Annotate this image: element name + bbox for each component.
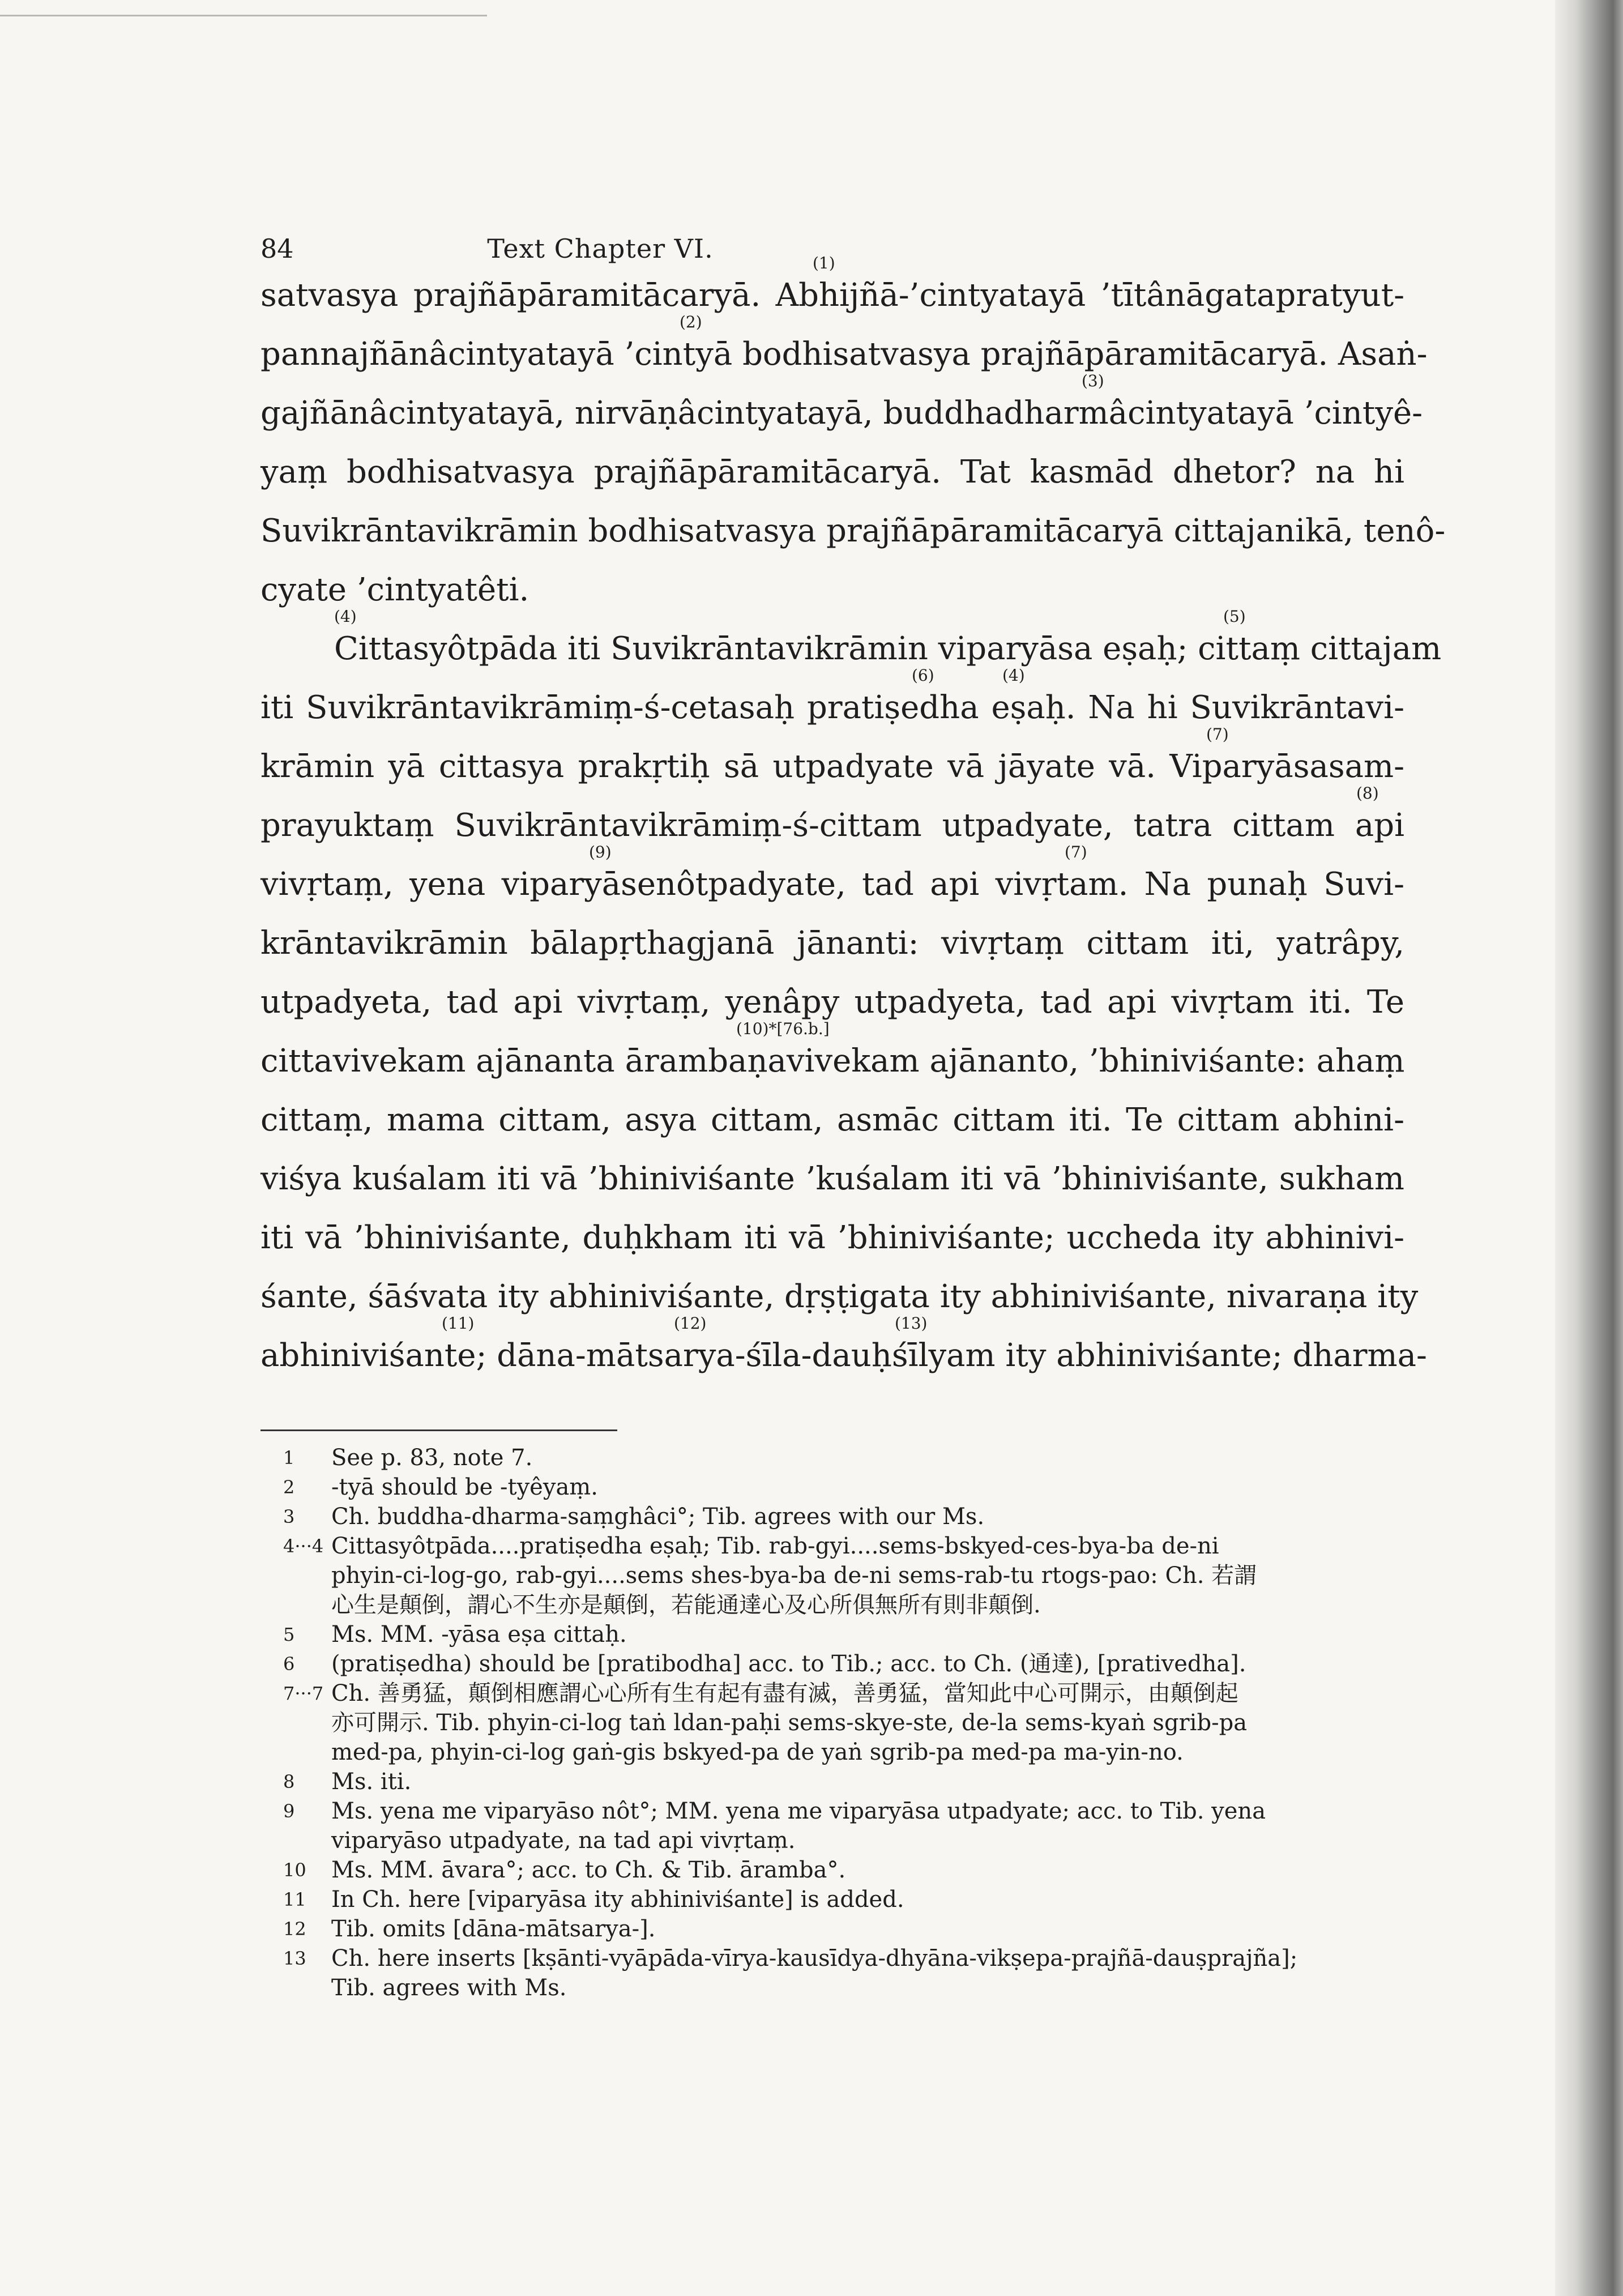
footnote-marker: (4): [1002, 666, 1025, 685]
footnote-number: 13: [283, 1948, 306, 1969]
footnote-line: Ms. MM. -yāsa eṣa cittaḥ.: [331, 1621, 627, 1648]
footnote-8: [283, 1767, 1410, 1796]
text-line: iti vā ’bhiniviśante, duḥkham iti vā ’bhiniviśante; uccheda ity abhinivi-: [260, 1219, 1404, 1256]
footnote-marker: (9): [589, 843, 612, 861]
footnote-marker: (7): [1206, 725, 1229, 744]
footnote-11: [283, 1885, 1410, 1914]
footnote-number: 10: [283, 1859, 306, 1881]
text-line: utpadyeta, tad api vivṛtaṃ, yenâpy utpadyeta, tad api vivṛtam iti. Te: [260, 984, 1404, 1021]
text-line: prayuktaṃ Suvikrāntavikrāmiṃ-ś-cittam utpadyate, tatra cittam api (8): [260, 784, 1404, 844]
footnote-number: 6: [283, 1653, 295, 1675]
footnote-line: Ms. MM. āvara°; acc. to Ch. & Tib. āramba°.: [331, 1857, 846, 1883]
text-line: śante, śāśvata ity abhiniviśante, dṛṣṭigata ity abhiniviśante, nivaraṇa ity: [260, 1278, 1419, 1315]
footnote-7: [283, 1679, 1410, 1767]
footnote-marker: (2): [680, 313, 702, 331]
main-text: [260, 254, 1446, 1385]
text-line: krāntavikrāmin bālapṛthagjanā jānanti: vivṛtaṃ cittam iti, yatrâpy,: [260, 925, 1404, 962]
scan-top-rule: [0, 15, 487, 16]
footnote-1: [283, 1443, 1410, 1473]
footnote-marker: (5): [1223, 607, 1246, 626]
footnote-line: Ch. 善勇猛，顛倒相應謂心心所有生有起有盡有滅，善勇猛，當知此中心可開示，由顛倒起: [331, 1680, 1238, 1706]
footnote-rule: [260, 1429, 617, 1431]
running-head: Text Chapter VI.: [487, 233, 714, 264]
footnote-number: 1: [283, 1447, 295, 1469]
footnote-line: Ms. iti.: [331, 1769, 412, 1795]
footnote-5: [283, 1620, 1410, 1649]
footnote-marker: (12): [674, 1314, 707, 1333]
footnote-line: -tyā should be -tyêyaṃ.: [331, 1474, 598, 1500]
footnote-line: phyin-ci-log-go, rab-gyi....sems shes-bya-ba de-ni sems-rab-tu rtogs-pao: Ch. 若謂: [331, 1563, 1257, 1589]
footnotes: [283, 1443, 1410, 2003]
text-line: satvasya prajñāpāramitācaryā. Abhijñā-’cintyatayā ’tītânāgatapratyut- (1): [260, 254, 1404, 314]
footnote-9: [283, 1796, 1410, 1855]
footnote-line: med-pa, phyin-ci-log gaṅ-gis bskyed-pa de yaṅ sgrib-pa med-pa ma-yin-no.: [331, 1739, 1184, 1765]
text-line: vivṛtaṃ, yena viparyāsenôtpadyate, tad api vivṛtam. Na punaḥ Suvi- (9) (7): [260, 843, 1404, 903]
footnote-line: Ch. buddha-dharma-saṃghâci°; Tib. agrees with our Ms.: [331, 1504, 985, 1530]
scan-shadow-edge: [1555, 0, 1623, 2296]
footnote-line: Ch. here inserts [kṣānti-vyāpāda-vīrya-kausīdya-dhyāna-vikṣepa-prajñā-dauṣprajña];: [331, 1945, 1298, 1971]
footnote-number: 3: [283, 1506, 295, 1527]
footnote-marker: (3): [1082, 372, 1104, 390]
footnote-marker: (8): [1356, 784, 1379, 803]
text-line: pannajñānâcintyatayā ’cintyā bodhisatvasya prajñāpāramitācaryā. Asaṅ- (2): [260, 313, 1428, 373]
footnote-marker: (7): [1065, 843, 1087, 861]
footnote-line: In Ch. here [viparyāsa ity abhiniviśante] is added.: [331, 1887, 904, 1913]
footnote-2: [283, 1473, 1410, 1502]
footnote-line: Cittasyôtpāda....pratiṣedha eṣaḥ; Tib. rab-gyi....sems-bskyed-ces-bya-ba de-ni: [331, 1533, 1219, 1559]
footnote-number: 11: [283, 1889, 306, 1910]
text-line: iti Suvikrāntavikrāmiṃ-ś-cetasaḥ pratiṣedha eṣaḥ. Na hi Suvikrāntavi- (6) (4): [260, 666, 1404, 726]
footnote-line: 亦可開示. Tib. phyin-ci-log taṅ ldan-paḥi sems-skye-ste, de-la sems-kyaṅ sgrib-pa: [331, 1710, 1248, 1736]
footnote-12: [283, 1914, 1410, 1944]
text-line: cyate ’cintyatêti.: [260, 571, 529, 608]
footnote-number: 5: [283, 1624, 295, 1645]
footnote-number: 7···7: [283, 1683, 324, 1704]
footnote-line: viparyāso utpadyate, na tad api vivṛtaṃ.: [331, 1828, 796, 1854]
text-line: gajñānâcintyatayā, nirvāṇâcintyatayā, buddhadharmâcintyatayā ’cintyê- (3): [260, 372, 1423, 432]
footnote-number: 2: [283, 1476, 295, 1498]
text-line: Cittasyôtpāda iti Suvikrāntavikrāmin viparyāsa eṣaḥ; cittaṃ cittajam (4) (5): [334, 607, 1442, 667]
footnote-marker: (11): [442, 1314, 475, 1333]
footnote-marker: (6): [912, 666, 934, 685]
footnote-marker: (10)*[76.b.]: [736, 1019, 830, 1038]
footnote-number: 12: [283, 1918, 306, 1940]
text-line: yaṃ bodhisatvasya prajñāpāramitācaryā. Tat kasmād dhetor? na hi: [260, 454, 1404, 490]
footnote-number: 4···4: [283, 1535, 324, 1557]
footnote-number: 8: [283, 1771, 295, 1793]
text-line: krāmin yā cittasya prakṛtiḥ sā utpadyate vā jāyate vā. Viparyāsasam- (7): [260, 725, 1404, 785]
footnote-line: 心生是顛倒，謂心不生亦是顛倒，若能通達心及心所俱無所有則非顛倒.: [331, 1592, 1041, 1618]
footnote-marker: (4): [334, 607, 357, 626]
footnote-3: [283, 1502, 1410, 1531]
footnote-marker: (1): [813, 254, 835, 272]
text-line: cittavivekam ajānanta ārambaṇavivekam ajānanto, ’bhiniviśante: ahaṃ (10)*[76.b.]: [260, 1019, 1405, 1079]
footnote-marker: (13): [895, 1314, 928, 1333]
footnote-13: [283, 1944, 1410, 2003]
text-line: Suvikrāntavikrāmin bodhisatvasya prajñāpāramitācaryā cittajanikā, tenô-: [260, 513, 1446, 549]
footnote-number: 9: [283, 1800, 295, 1822]
footnote-10: [283, 1855, 1410, 1885]
text-line: viśya kuśalam iti vā ’bhiniviśante ’kuśalam iti vā ’bhiniviśante, sukham: [260, 1160, 1404, 1197]
footnote-line: Tib. agrees with Ms.: [331, 1975, 567, 2001]
page-number: 84: [260, 233, 294, 264]
footnote-line: Ms. yena me viparyāso nôt°; MM. yena me viparyāsa utpadyate; acc. to Tib. yena: [331, 1798, 1266, 1824]
footnote-line: Tib. omits [dāna-mātsarya-].: [331, 1916, 656, 1942]
footnote-6: [283, 1649, 1410, 1679]
footnote-4: [283, 1531, 1410, 1620]
footnote-line: See p. 83, note 7.: [331, 1445, 533, 1471]
text-line: abhiniviśante; dāna-mātsarya-śīla-dauḥśīlyam ity abhiniviśante; dharma- (11) (12) (13): [260, 1314, 1427, 1374]
text-line: cittaṃ, mama cittam, asya cittam, asmāc cittam iti. Te cittam abhini-: [260, 1102, 1404, 1138]
footnote-line: (pratiṣedha) should be [pratibodha] acc. to Tib.; acc. to Ch. (通達), [prativedha].: [331, 1651, 1246, 1677]
